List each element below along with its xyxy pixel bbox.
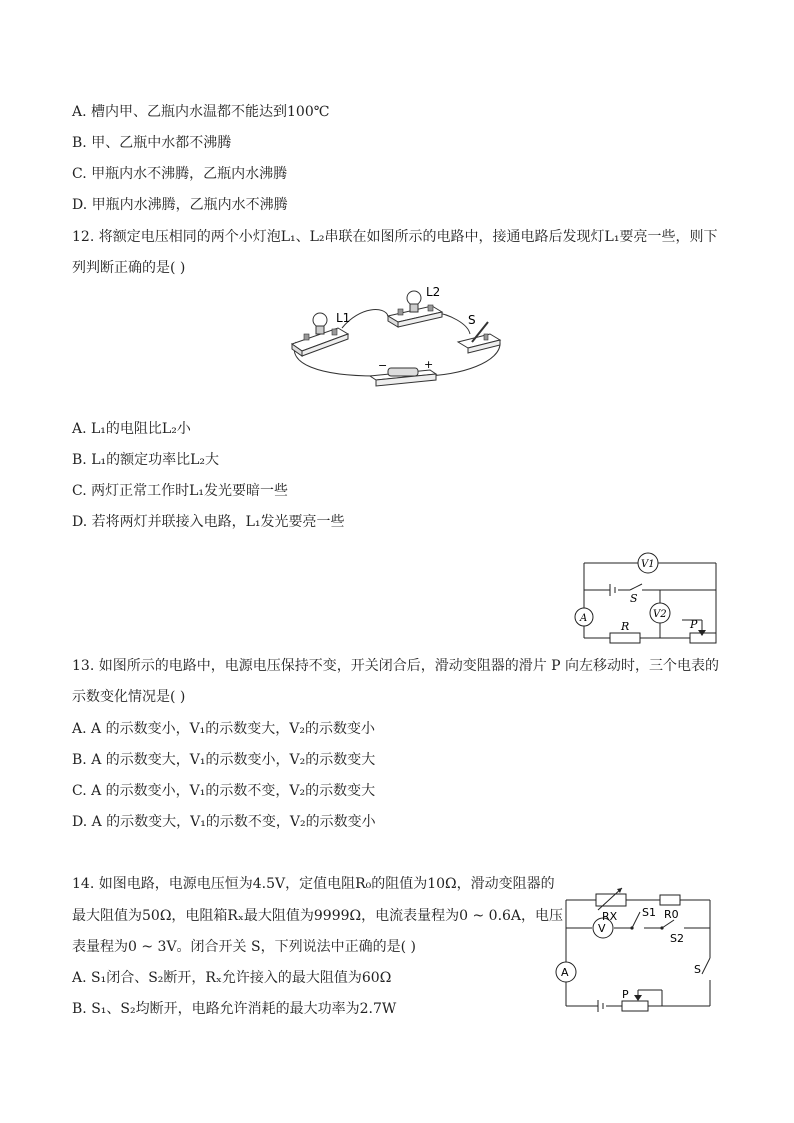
label-s: S	[630, 592, 638, 605]
q14-stem-line3: 表量程为0 ~ 3V。闭合开关 S，下列说法中正确的是( )	[72, 939, 416, 955]
label-p: P	[622, 988, 629, 1001]
q12-option-c: C. 两灯正常工作时L₁发光要暗一些	[72, 483, 289, 499]
ammeter-a-icon	[575, 608, 593, 626]
svg-text:V1: V1	[641, 559, 655, 570]
slider-p-icon	[634, 995, 642, 1001]
q12-circuit-figure	[290, 284, 505, 389]
q12-option-a: A. L₁的电阻比L₂小	[72, 421, 191, 437]
q14-stem-line2: 最大阻值为50Ω，电阻箱Rₓ最大阻值为9999Ω，电流表量程为0 ~ 0.6A，电压	[72, 908, 564, 924]
q11-option-d: D. 甲瓶内水沸腾，乙瓶内水不沸腾	[72, 197, 288, 213]
q12-stem-line2: 列判断正确的是( )	[72, 260, 186, 276]
resistor-r0-icon	[660, 895, 680, 905]
q14-circuit-figure	[552, 878, 724, 1013]
ammeter-a-icon	[556, 962, 576, 982]
q11-option-a: A. 槽内甲、乙瓶内水温都不能达到100℃	[72, 104, 330, 120]
q12-stem-line1: 12. 将额定电压相同的两个小灯泡L₁、L₂串联在如图所示的电路中，接通电路后发现灯L₁要亮一些，则下	[72, 229, 718, 245]
label-l2: L2	[426, 285, 441, 299]
svg-text:A: A	[580, 613, 588, 624]
label-s2: S2	[670, 932, 684, 945]
q14-stem-line1: 14. 如图电路，电源电压恒为4.5V，定值电阻R₀的阻值为10Ω，滑动变阻器的	[72, 876, 555, 892]
label-minus: −	[378, 359, 388, 372]
q13-option-c: C. A 的示数变小，V₁的示数不变，V₂的示数变大	[72, 783, 376, 799]
svg-text:A: A	[561, 966, 569, 979]
q12-option-d: D. 若将两灯并联接入电路，L₁发光要亮一些	[72, 514, 345, 530]
voltmeter-v1-icon	[638, 553, 658, 573]
label-r0: R0	[664, 908, 679, 921]
q13-option-b: B. A 的示数变大，V₁的示数变小，V₂的示数变大	[72, 752, 376, 768]
label-s1: S1	[642, 906, 656, 919]
q13-stem-line1: 13. 如图所示的电路中，电源电压保持不变，开关闭合后，滑动变阻器的滑片 P 向左移动时，三个电表的	[72, 658, 720, 674]
svg-text:V2: V2	[653, 609, 667, 620]
label-r: R	[621, 620, 630, 633]
q12-option-b: B. L₁的额定功率比L₂大	[72, 452, 220, 468]
svg-text:V: V	[598, 922, 606, 935]
label-s: S	[468, 313, 476, 327]
q13-circuit-figure	[570, 548, 725, 648]
voltmeter-v2-icon	[650, 603, 670, 623]
label-s: S	[694, 963, 701, 976]
q13-option-d: D. A 的示数变大，V₁的示数不变，V₂的示数变小	[72, 814, 376, 830]
label-p: P	[690, 618, 698, 631]
resistor-r-icon	[610, 633, 640, 643]
q11-option-c: C. 甲瓶内水不沸腾，乙瓶内水沸腾	[72, 166, 288, 182]
label-rx: RX	[602, 910, 618, 923]
label-plus: +	[424, 358, 434, 371]
rheostat-icon	[622, 1001, 648, 1011]
resistance-box-rx-icon	[596, 888, 626, 910]
q13-stem-line2: 示数变化情况是( )	[72, 689, 186, 705]
q11-option-b: B. 甲、乙瓶中水都不沸腾	[72, 135, 232, 151]
label-l1: L1	[336, 311, 351, 325]
q14-option-a: A. S₁闭合、S₂断开，Rₓ允许接入的最大阻值为60Ω	[72, 970, 392, 986]
q13-option-a: A. A 的示数变小，V₁的示数变大，V₂的示数变小	[72, 721, 376, 737]
switch-s-icon	[458, 322, 500, 353]
q14-option-b: B. S₁、S₂均断开，电路允许消耗的最大功率为2.7W	[72, 1001, 397, 1017]
